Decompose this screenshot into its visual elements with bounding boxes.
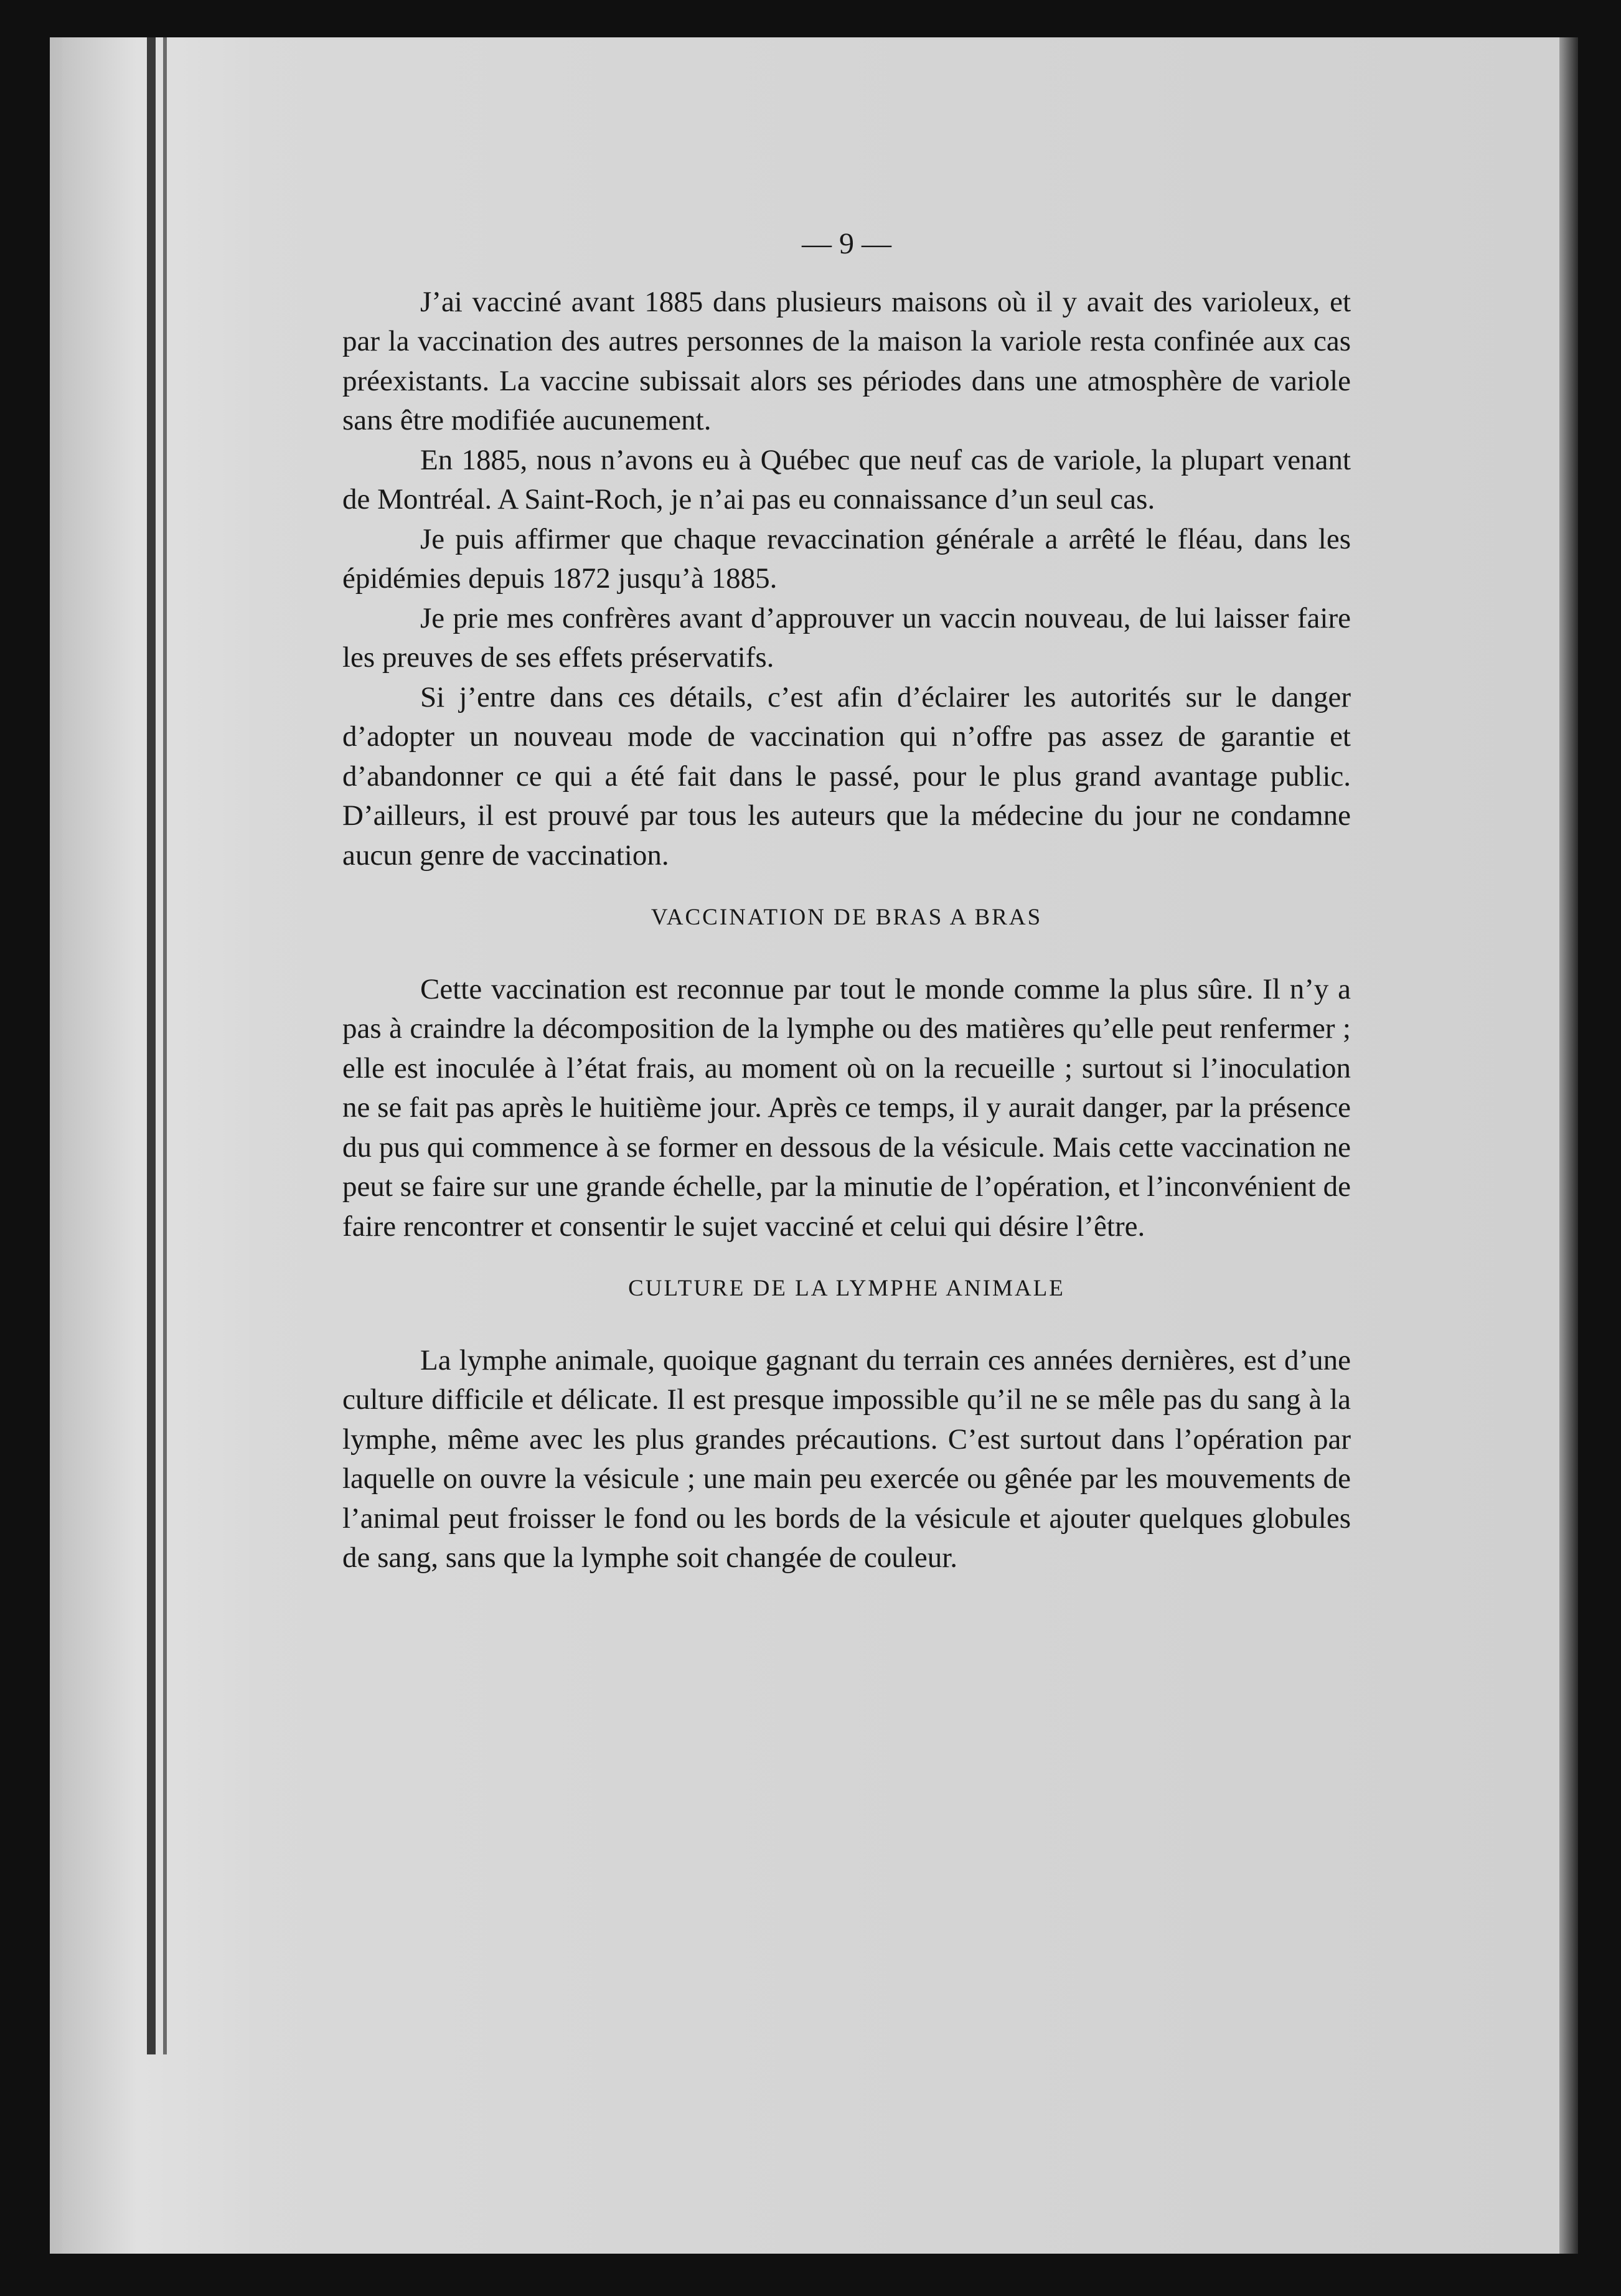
binding-cord-thread: [163, 37, 167, 2054]
binding-gutter: [62, 37, 249, 2254]
paragraph: J’ai vacciné avant 1885 dans plusieurs maisons où il y avait des varioleux, et par la vaccination des autres personnes de la maison la variole resta confinée aux cas préexistants. La vaccine subissait alors ses périodes dans une atmosphère de variole sans être modifiée aucunement.: [342, 285, 1351, 436]
paragraph: La lymphe animale, quoique gagnant du terrain ces années dernières, est d’une culture difficile et délicate. Il est presque impossible qu’il ne se mêle pas du sang à la lymphe, même avec les plus grandes précautions. C’est surtout dans l’opération par laquelle on ouvre la vésicule ; une main peu exercée ou gênée par les mouvements de l’animal peut froisser le fond ou les bords de la vésicule et ajouter quelques globules de sang, sans que la lymphe soit changée de couleur.: [342, 1343, 1351, 1574]
paragraph: En 1885, nous n’avons eu à Québec que neuf cas de variole, la plupart venant de Montréal. A Saint-Roch, je n’ai pas eu connaissance d’un seul cas.: [342, 443, 1351, 515]
page-number: — 9 —: [802, 227, 891, 260]
paragraph: Je prie mes confrères avant d’approuver un vaccin nouveau, de lui laisser faire les preuves de ses effets préservatifs.: [342, 601, 1351, 674]
paragraph: Cette vaccination est reconnue par tout le monde comme la plus sûre. Il n’y a pas à craindre la décomposition de la lymphe ou des matières qu’elle peut renfermer ; elle est inoculée à l’état frais, au moment où on la recueille ; surtout si l’inoculation ne se fait pas après le huitième jour. Après ce temps, il y aurait danger, par la présence du pus qui commence à se former en dessous de la vésicule. Mais cette vaccination ne peut se faire sur une grande échelle, par la minutie de l’opération, et l’inconvénient de faire rencontrer et consentir le sujet vacciné et celui qui désire l’être.: [342, 972, 1351, 1243]
page-text: [342, 224, 1351, 1578]
binding-cord: [147, 37, 156, 2054]
page-edge-shadow: [1559, 37, 1578, 2254]
paragraph: Je puis affirmer que chaque revaccination générale a arrêté le fléau, dans les épidémies depuis 1872 jusqu’à 1885.: [342, 522, 1351, 595]
section-heading: VACCINATION DE BRAS A BRAS: [651, 905, 1043, 930]
section-heading: CULTURE DE LA LYMPHE ANIMALE: [628, 1276, 1065, 1301]
paragraph: Si j’entre dans ces détails, c’est afin d’éclairer les autorités sur le danger d’adopter un nouveau mode de vaccination qui n’offre pas assez de garantie et d’abandonner ce qui a été fait dans le passé, pour le plus grand avantage public. D’ailleurs, il est prouvé par tous les auteurs que la médecine du jour ne condamne aucun genre de vaccination.: [342, 680, 1351, 872]
